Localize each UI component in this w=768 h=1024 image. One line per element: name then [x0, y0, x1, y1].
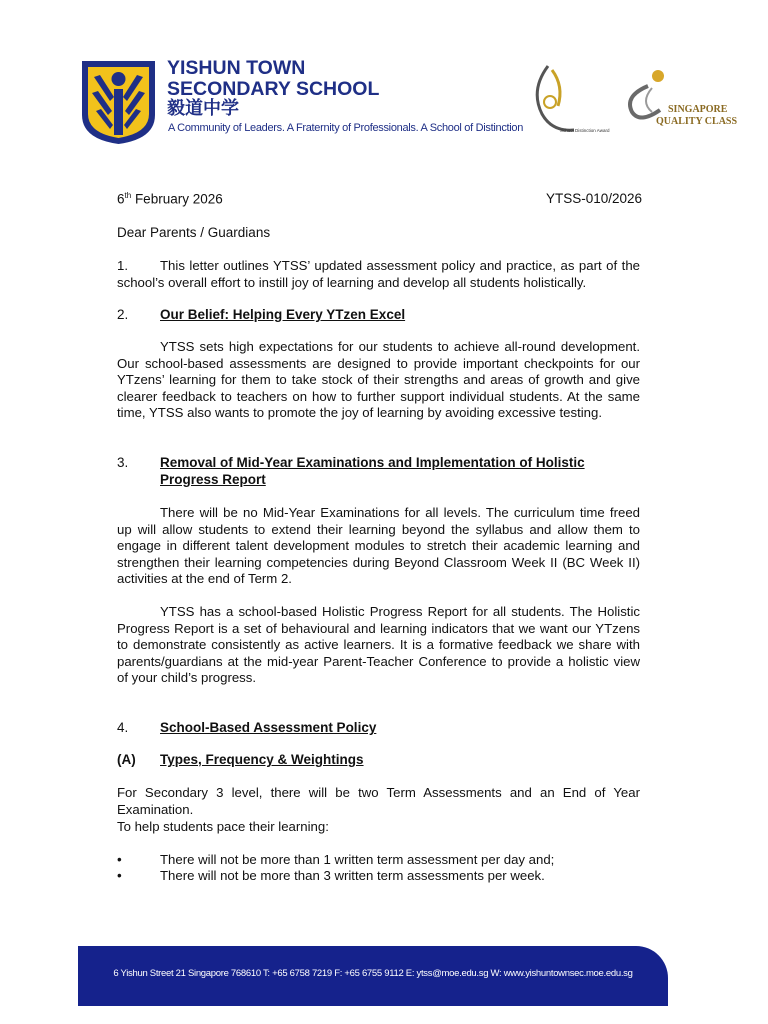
date-day: 6	[117, 191, 125, 207]
paragraph-1-text: This letter outlines YTSS’ updated assessment policy and practice, as part of the school’s overall effort to instill joy of learning and develop all students holistically.	[117, 258, 640, 290]
school-name-chinese: 毅道中学	[167, 98, 239, 118]
school-name	[167, 58, 379, 100]
bullet-icon: •	[117, 868, 122, 883]
letter-date	[117, 191, 223, 207]
award-caption: School Distinction Award	[560, 128, 610, 133]
letter-reference: YTSS-010/2026	[546, 191, 643, 206]
section-3-text-2: YTSS has a school-based Holistic Progress Report for all students. The Holistic Progress Report is a set of behavioural and learning indicators that we want our YTzens to demonstrate consistently as active learners. It is a formative feedback we share with parents/guardians at the mid-year Parent-Teacher Conference to provide a holistic view of your child’s progress.	[117, 604, 640, 685]
bullet-item: There will not be more than 1 written term assessment per day and;	[160, 852, 555, 867]
section-2-number: 2.	[117, 307, 129, 322]
bullet-item: There will not be more than 3 written term assessments per week.	[160, 868, 545, 883]
section-3-number: 3.	[117, 455, 129, 470]
section-4a-label: (A)	[117, 752, 136, 767]
sqc-line1: SINGAPORE	[668, 104, 728, 115]
salutation: Dear Parents / Guardians	[117, 225, 271, 240]
section-4-number: 4.	[117, 720, 129, 735]
section-4a-heading: Types, Frequency & Weightings	[160, 752, 364, 767]
paragraph-1-number: 1.	[117, 258, 128, 273]
date-suffix: th	[124, 191, 132, 200]
bullet-icon: •	[117, 852, 122, 867]
footer-contact: 6 Yishun Street 21 Singapore 768610 T: +65 6758 7219 F: +65 6755 9112 E: ytss@moe.edu.sg W: www.yishuntownsec.moe.edu.sg	[113, 968, 633, 979]
school-distinction-award-logo	[537, 66, 610, 133]
section-3-heading: Removal of Mid-Year Examinations and Implementation of Holistic Progress Report	[160, 455, 585, 487]
paragraph-1	[117, 258, 640, 291]
sqc-line2: QUALITY CLASS	[656, 116, 738, 127]
award-logos	[528, 62, 738, 140]
school-name-line1: YISHUN TOWN	[167, 57, 306, 79]
section-4a-text: For Secondary 3 level, there will be two Term Assessments and an End of Year Examination.	[117, 785, 640, 817]
section-2-text: YTSS sets high expectations for our students to achieve all-round development. Our school-based assessments are designed to provide important checkpoints for our YTzens’ learning for them to take stock of their strengths and areas of growth and give clearer feedback to teachers on how to further support individual students. At the same time, YTSS also wants to promote the joy of learning by avoiding excessive testing.	[117, 339, 640, 420]
section-4a-lead: To help students pace their learning:	[117, 819, 329, 834]
school-crest-logo	[80, 59, 157, 145]
section-2-heading: Our Belief: Helping Every YTzen Excel	[160, 307, 406, 322]
school-tagline: A Community of Leaders. A Fraternity of Professionals. A School of Distinction	[168, 122, 524, 134]
school-name-line2: SECONDARY SCHOOL	[167, 78, 380, 100]
singapore-quality-class-logo	[630, 70, 737, 127]
section-4-heading: School-Based Assessment Policy	[160, 720, 377, 735]
date-rest: February 2026	[131, 191, 223, 207]
section-3-text-1: There will be no Mid-Year Examinations for all levels. The curriculum time freed up will allow students to extend their learning beyond the syllabus and allow them to engage in different talent development modules to stretch their academic learning and strengthen their learning competencies during Beyond Classroom Week II (BC Week II) activities at the end of Term 2.	[117, 505, 640, 586]
